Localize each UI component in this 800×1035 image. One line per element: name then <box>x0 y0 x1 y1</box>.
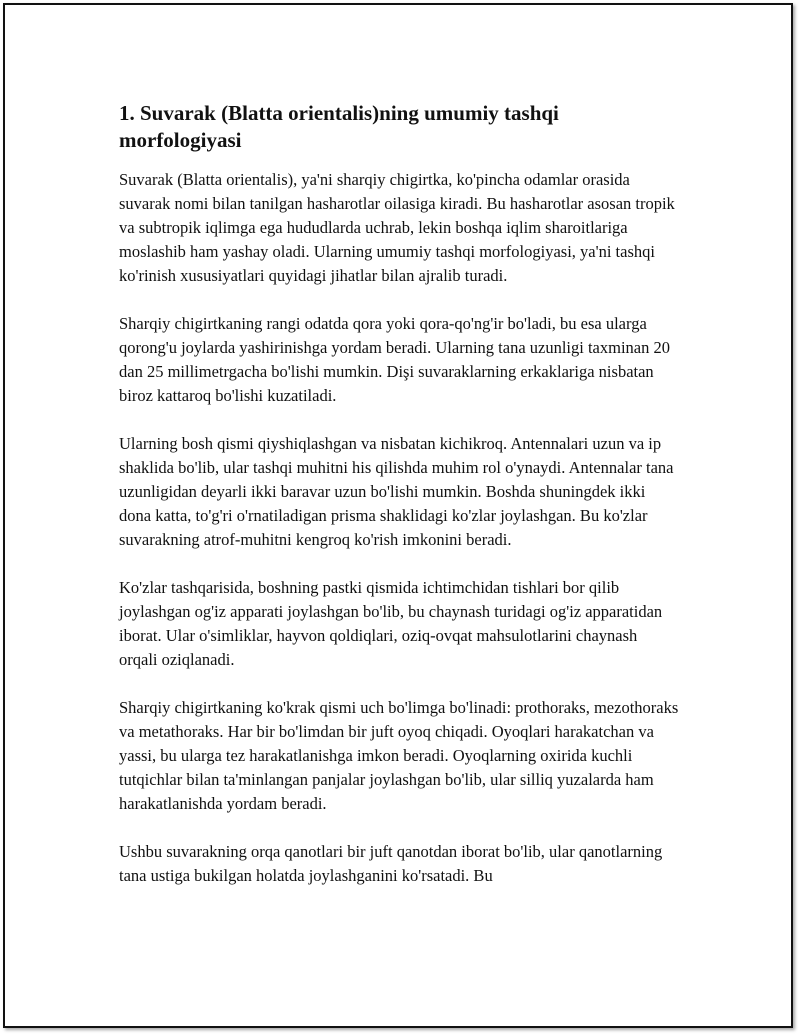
paragraph-6: Ushbu suvarakning orqa qanotlari bir juft qanotdan iborat bo'lib, ular qanotlarning tana ustiga bukilgan holatda joylashganini ko'rsatadi. Bu <box>119 842 663 885</box>
paragraph-5: Sharqiy chigirtkaning ko'krak qismi uch bo'limga bo'linadi: prothoraks, mezothoraks va metathoraks. Har bir bo'limdan bir juft oyoq chiqadi. Oyoqlari harakatchan va yassi, bu ularga tez harakatlanishga imkon beradi. Oyoqlarning oxirida kuchli tutqichlar bilan ta'minlangan panjalar joylashgan bo'lib, ular silliq yuzalarda ham harakatlanishda yordam beradi. <box>119 698 679 813</box>
document-page <box>3 3 793 1028</box>
paragraph-1: Suvarak (Blatta orientalis), ya'ni sharqiy chigirtka, ko'pincha odamlar orasida suvarak nomi bilan tanilgan hasharotlar oilasiga kiradi. Bu hasharotlar asosan tropik va subtropik iqlimga ega hududlarda uchrab, lekin boshqa iqlim sharoitlariga moslashib ham yashay oladi. Ularning umumiy tashqi morfologiyasi, ya'ni tashqi ko'rinish xususiyatlari quyidagi jihatlar bilan ajralib turadi. <box>119 170 675 285</box>
paragraph-3: Ularning bosh qismi qiyshiqlashgan va nisbatan kichikroq. Antennalari uzun va ip shaklida bo'lib, ular tashqi muhitni his qilishda muhim rol o'ynaydi. Antennalar tana uzunligidan deyarli ikki baravar uzun bo'lishi mumkin. Boshda shuningdek ikki dona katta, to'g'ri o'rnatiladigan prisma shaklidagi ko'zlar joylashgan. Bu ko'zlar suvarakning atrof-muhitni kengroq ko'rish imkonini beradi. <box>119 434 674 549</box>
section-title: 1. Suvarak (Blatta orientalis)ning umumiy tashqi morfologiyasi <box>119 101 559 152</box>
paragraph-4: Ko'zlar tashqarisida, boshning pastki qismida ichtimchidan tishlari bor qilib joylashgan og'iz apparati joylashgan bo'lib, bu chaynash turidagi og'iz apparatidan iborat. Ular o'simliklar, hayvon qoldiqlari, oziq-ovqat mahsulotlarini chaynash orqali oziqlanadi. <box>119 578 663 669</box>
paragraph-2: Sharqiy chigirtkaning rangi odatda qora yoki qora-qo'ng'ir bo'ladi, bu esa ularga qorong'u joylarda yashirinishga yordam beradi. Ularning tana uzunligi taxminan 20 dan 25 millimetrgacha bo'lishi mumkin. Dişi suvaraklarning erkaklariga nisbatan biroz kattaroq bo'lishi kuzatiladi. <box>119 314 671 405</box>
document-body <box>119 100 679 912</box>
